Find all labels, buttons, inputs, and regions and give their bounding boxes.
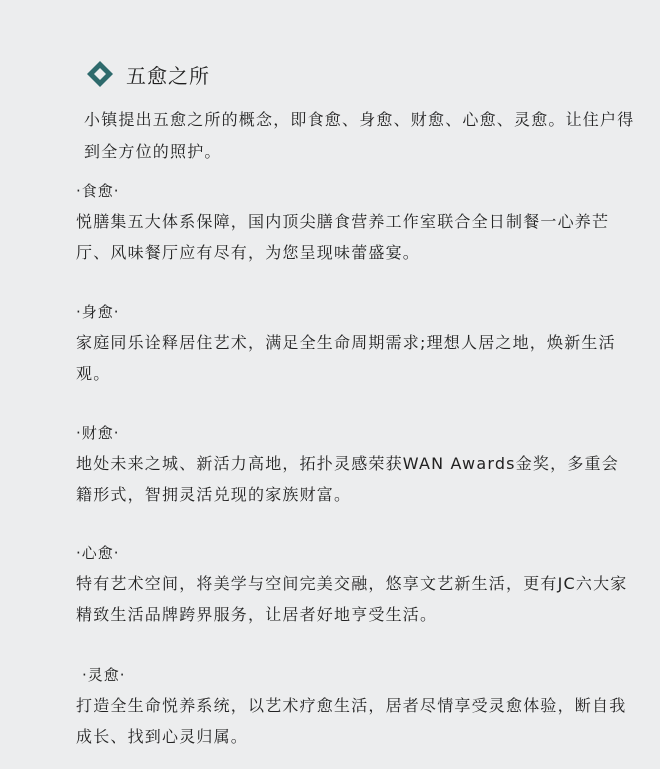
intro-paragraph: 小镇提出五愈之所的概念，即食愈、身愈、财愈、心愈、灵愈。让住户得到全方位的照护。 bbox=[84, 110, 635, 161]
section-heart-healing bbox=[76, 538, 636, 630]
section-food-healing bbox=[76, 176, 636, 268]
section-body: 悦膳集五大体系保障，国内顶尖膳食营养工作室联合全日制餐一心养芒厅、风味餐厅应有尽有，为您呈现味蕾盛宴。 bbox=[76, 212, 610, 262]
section-heading: ·食愈· bbox=[76, 182, 120, 200]
section-heading: ·心愈· bbox=[76, 544, 120, 562]
diamond-icon bbox=[86, 60, 114, 88]
section-body: 家庭同乐诠释居住艺术，满足全生命周期需求;理想人居之地，焕新生活观。 bbox=[76, 333, 616, 383]
section-body-healing bbox=[76, 297, 636, 389]
section-wealth-healing bbox=[76, 418, 636, 510]
section-spirit-healing bbox=[76, 660, 636, 752]
section-heading: ·灵愈· bbox=[82, 666, 126, 684]
section-body: 地处未来之城、新活力高地，拓扑灵感荣获WAN Awards金奖，多重会籍形式，智拥灵活兑现的家族财富。 bbox=[76, 454, 619, 504]
section-body: 打造全生命悦养系统，以艺术疗愈生活，居者尽情享受灵愈体验，断自我成长、找到心灵归属。 bbox=[76, 696, 627, 746]
page-title: 五愈之所 bbox=[126, 63, 210, 88]
section-heading: ·身愈· bbox=[76, 303, 120, 321]
section-heading: ·财愈· bbox=[76, 424, 120, 442]
section-body: 特有艺术空间，将美学与空间完美交融，悠享文艺新生活，更有JC六大家精致生活品牌跨界服务，让居者好地亨受生活。 bbox=[76, 574, 628, 624]
section-header bbox=[86, 58, 210, 90]
